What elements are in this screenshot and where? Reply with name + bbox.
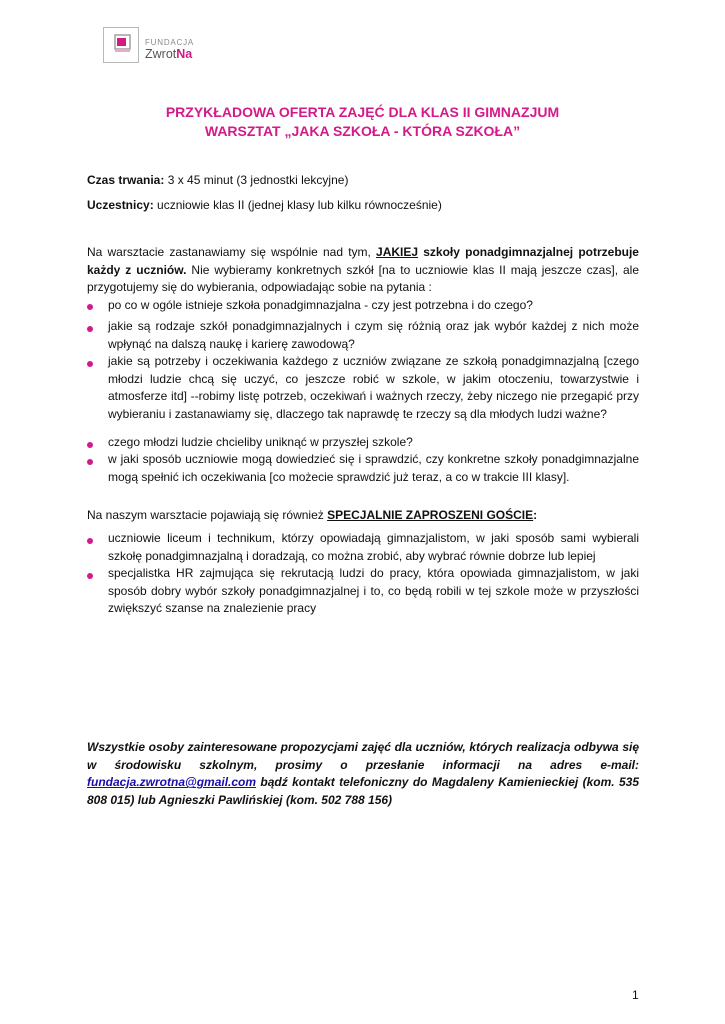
guests-intro-text: Na naszym warsztacie pojawiają się również (87, 508, 328, 522)
bullet-icon (87, 568, 97, 586)
duration-value: 3 x 45 minut (3 jednostki lekcyjne) (164, 173, 349, 187)
contact-text-1: Wszystkie osoby zainteresowane propozycjami zajęć dla uczniów, których realizacja odbywa się w środowisku szkolnym, prosimy o przesłanie informacji na adres e-mail: (87, 740, 639, 772)
list-item: czego młodzi ludzie chcieliby uniknąć w przyszłej szkole? (108, 435, 413, 449)
contact-paragraph (87, 739, 639, 809)
foundation-logo (103, 27, 201, 63)
title-line-1: PRZYKŁADOWA OFERTA ZAJĘĆ DLA KLAS II GIMNAZJUM (165, 104, 560, 120)
list-item: specjalistka HR zajmująca się rekrutacją ludzi do pracy, która opowiada gimnazjalistom, w jaki sposób dobry wybór szkoły ponadgimnazjalnej i to, co będą robili w tej szkole może w przyszłości zwiększyć szanse na znalezienie pracy (108, 566, 639, 616)
intro-part1: Na warsztacie zastanawiamy się wspólnie nad tym, (87, 245, 377, 259)
page-number: 1 (632, 988, 639, 1002)
participants-line (87, 197, 639, 215)
bullet-icon (87, 533, 97, 551)
list-item: jakie są potrzeby i oczekiwania każdego z uczniów związane ze szkołą ponadgimnazjalną [czego młodzi ludzie chcą się uczyć, co jeszcze robić w szkole, w jakim otoczeniu, towarzystwie i atmosferze itd] --robimy listę potrzeb, oczekiwań i ważnych rzeczy, żeby niczego nie przegapić przy wybieraniu i zastanawiamy się, dlaczego tak naprawdę te rzeczy są dla młodych ludzi ważne? (108, 354, 639, 421)
guests-intro-emph: SPECJALNIE ZAPROSZENI GOŚCIE (327, 508, 534, 522)
guests-intro (87, 507, 639, 525)
logo-mark-icon (103, 27, 139, 63)
list-item: w jaki sposób uczniowie mogą dowiedzieć się i sprawdzić, czy konkretne szkoły ponadgimnazjalne mogą spełnić ich oczekiwania [co możecie sprawdzić już teraz, a co w trakcie III klasy]. (108, 452, 639, 484)
bullet-icon (87, 356, 97, 374)
intro-paragraph (87, 244, 639, 297)
logo-small-text: FUNDACJA (145, 38, 195, 47)
bullet-icon (87, 321, 97, 339)
duration-label: Czas trwania: (87, 173, 165, 187)
guests-intro-colon: : (533, 508, 538, 522)
list-item: jakie są rodzaje szkół ponadgimnazjalnych i czym się różnią oraz jak wybór każdej z nich może wpłynąć na dalszą naukę i karierę zawodową? (108, 319, 639, 351)
intro-part2: Nie wybieramy konkretnych szkół [na to uczniowie klas II mają jeszcze czas], ale przygotujemy się do wybierania, odpowiadając sobie na pytania : (87, 262, 639, 295)
duration-line (87, 172, 639, 190)
intro-emph-underlined: JAKIEJ (376, 245, 419, 259)
participants-value: uczniowie klas II (jednej klasy lub kilku równocześnie) (153, 198, 442, 212)
email-link[interactable]: fundacja.zwrotna@gmail.com (87, 775, 257, 790)
title-line-2: WARSZTAT „JAKA SZKOŁA - KTÓRA SZKOŁA” (204, 123, 521, 139)
logo-name-part1: Zwrot (145, 47, 177, 61)
bullet-icon (87, 299, 97, 317)
list-item: po co w ogóle istnieje szkoła ponadgimnazjalna - czy jest potrzebna i do czego? (108, 298, 533, 312)
contact-text-2: bądź kontakt telefoniczny do Magdaleny Kamienieckiej (kom. 535 808 015) lub Agnieszki Pawlińskiej (kom. 502 788 156) (87, 775, 639, 807)
bullet-icon (87, 437, 97, 455)
logo-name (145, 47, 192, 61)
list-item: uczniowie liceum i technikum, którzy opowiadają gimnazjalistom, w jaki sposób sami wybierali szkołę ponadgimnazjalną i doradzają, co można zrobić, aby wybrać równie dobrze lub lepiej (108, 531, 639, 563)
logo-name-part2: Na (176, 47, 193, 61)
bullet-icon (87, 454, 97, 472)
participants-label: Uczestnicy: (87, 198, 154, 212)
intro-emph-rest: szkoły ponadgimnazjalnej potrzebuje każdy z uczniów. (87, 245, 639, 277)
